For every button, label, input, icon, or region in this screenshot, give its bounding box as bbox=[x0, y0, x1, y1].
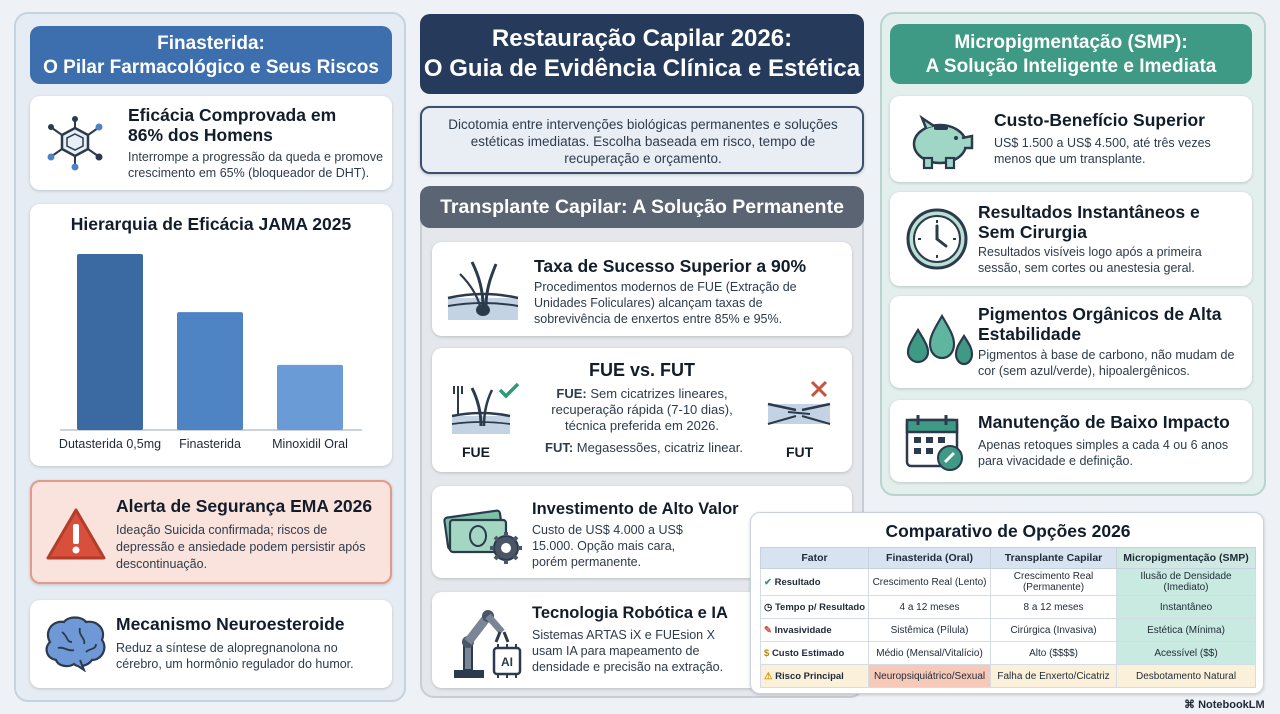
row-factor-label: Invasividade bbox=[774, 624, 832, 636]
table-row bbox=[761, 642, 1256, 665]
calendar-icon bbox=[904, 412, 966, 472]
robot-arm-icon bbox=[444, 602, 524, 682]
table-cell: 8 a 12 meses bbox=[991, 596, 1117, 619]
mechanism-card bbox=[30, 600, 392, 688]
cost-benefit-title: Custo-Benefício Superior bbox=[994, 110, 1205, 130]
maintenance-card bbox=[890, 400, 1252, 482]
comparison-table bbox=[760, 547, 1256, 688]
table-row bbox=[761, 665, 1256, 688]
col-header-factor: Fator bbox=[761, 548, 869, 569]
table-cell: Desbotamento Natural bbox=[1117, 665, 1256, 688]
table-row bbox=[761, 596, 1256, 619]
investment-title: Investimento de Alto Valor bbox=[532, 500, 739, 518]
table-row bbox=[761, 569, 1256, 596]
efficacy-chart-card bbox=[30, 204, 392, 466]
notebooklm-logo-icon: ⌘ bbox=[1184, 699, 1195, 711]
fue-label: FUE: bbox=[556, 386, 587, 401]
fue-follicle-check-icon bbox=[444, 380, 524, 436]
safety-alert-card bbox=[30, 480, 392, 584]
success-rate-text: Procedimentos modernos de FUE (Extração de Unidades Foliculares) alcançam taxas de sobrevivência de enxertos entre 85% e 95%. bbox=[534, 280, 797, 326]
col-header-transplant: Transplante Capilar bbox=[991, 548, 1117, 569]
syringe-icon: ✎ bbox=[764, 624, 772, 636]
money-bag-icon: $ bbox=[764, 647, 770, 659]
row-factor-risk bbox=[761, 665, 869, 688]
ink-drops-icon bbox=[902, 312, 978, 372]
robotics-text: Sistemas ARTAS iX e FUEsion X usam IA para mapeamento de densidade e precisão na extração. bbox=[532, 628, 724, 674]
fut-text: Megasessões, cicatriz linear. bbox=[576, 440, 743, 455]
fut-description bbox=[536, 440, 752, 455]
fut-scar-cross-icon bbox=[764, 378, 840, 434]
row-factor-result bbox=[761, 569, 869, 596]
col-header-smp: Micropigmentação (SMP) bbox=[1117, 548, 1256, 569]
page-title-line2: O Guia de Evidência Clínica e Estética bbox=[423, 55, 861, 82]
chart-category-label: Minoxidil Oral bbox=[272, 437, 348, 451]
piggy-bank-icon bbox=[906, 110, 978, 170]
maintenance-title: Manutenção de Baixo Impacto bbox=[978, 412, 1230, 432]
finasteride-header-line2: O Pilar Farmacológico e Seus Riscos bbox=[43, 57, 379, 78]
fue-caption: FUE bbox=[462, 444, 490, 460]
warning-icon: ⚠ bbox=[764, 670, 773, 682]
hair-follicle-icon bbox=[446, 258, 520, 324]
fue-vs-fut-card bbox=[432, 348, 852, 472]
row-factor-label: Tempo p/ Resultado bbox=[774, 601, 866, 613]
chart-title: Hierarquia de Eficácia JAMA 2025 bbox=[70, 214, 352, 234]
mechanism-title: Mecanismo Neuroesteroide bbox=[116, 614, 345, 634]
table-cell: Alto ($$$$) bbox=[991, 642, 1117, 665]
table-cell: Instantâneo bbox=[1117, 596, 1256, 619]
efficacy-text: Interrompe a progressão da queda e promove crescimento em 65% (bloqueador de DHT). bbox=[128, 150, 384, 180]
finasteride-header-line1: Finasterida: bbox=[157, 33, 265, 54]
page-title-line1: Restauração Capilar 2026: bbox=[491, 25, 793, 52]
table-row bbox=[761, 619, 1256, 642]
notebooklm-brand-text: NotebookLM bbox=[1198, 699, 1265, 711]
fue-text: Sem cicatrizes lineares, recuperação rápida (7-10 dias), técnica preferida em 2026. bbox=[551, 386, 733, 433]
row-factor-label: Risco Principal bbox=[775, 670, 844, 682]
transplant-header: Transplante Capilar: A Solução Permanente bbox=[420, 186, 864, 228]
chart-category-label: Finasterida bbox=[179, 437, 241, 451]
table-cell: Crescimento Real (Permanente) bbox=[991, 569, 1117, 596]
pigments-text: Pigmentos à base de carbono, não mudam de cor (sem azul/verde), hipoalergênicos. bbox=[978, 348, 1235, 378]
table-cell: Médio (Mensal/Vitalício) bbox=[869, 642, 991, 665]
table-cell: Neuropsiquiátrico/Sexual bbox=[869, 665, 991, 688]
robot-ai-label: AI bbox=[501, 655, 513, 669]
row-factor-label: Custo Estimado bbox=[771, 647, 845, 659]
comparison-title: Comparativo de Opções 2026 bbox=[885, 521, 1131, 541]
maintenance-text: Apenas retoques simples a cada 4 ou 6 anos para vivacidade e definição. bbox=[978, 438, 1229, 468]
chart-bar bbox=[177, 312, 243, 430]
intro-box bbox=[420, 106, 864, 174]
comparison-header-row bbox=[761, 548, 1256, 569]
efficacy-card bbox=[30, 96, 392, 190]
finasteride-header bbox=[30, 26, 392, 84]
comparison-card bbox=[750, 512, 1264, 694]
pigments-card bbox=[890, 296, 1252, 388]
instant-results-text: Resultados visíveis logo após a primeira sessão, sem cortes ou anestesia geral. bbox=[978, 245, 1202, 275]
instant-results-title: Resultados Instantâneos e Sem Cirurgia bbox=[978, 202, 1200, 242]
intro-text: Dicotomia entre intervenções biológicas permanentes e soluções estéticas imediatas. Escolha baseada em risco, tempo de recuperação e orçamento. bbox=[448, 117, 838, 166]
robotics-title: Tecnologia Robótica e IA bbox=[532, 604, 728, 622]
page-title bbox=[420, 14, 864, 94]
table-cell: Falha de Enxerto/Cicatriz bbox=[991, 665, 1117, 688]
fut-caption: FUT bbox=[786, 444, 814, 460]
table-cell: Crescimento Real (Lento) bbox=[869, 569, 991, 596]
table-cell: Sistêmica (Pílula) bbox=[869, 619, 991, 642]
row-factor-label: Resultado bbox=[774, 576, 821, 588]
success-rate-card bbox=[432, 242, 852, 336]
fut-label: FUT: bbox=[545, 440, 574, 455]
col-header-finasteride: Finasterida (Oral) bbox=[869, 548, 991, 569]
chart-bar bbox=[277, 365, 343, 430]
clock-icon: ◷ bbox=[764, 601, 773, 613]
table-cell: Ilusão de Densidade (Imediato) bbox=[1117, 569, 1256, 596]
efficacy-title: Eficácia Comprovada em 86% dos Homens bbox=[128, 105, 337, 145]
row-factor-time bbox=[761, 596, 869, 619]
molecule-icon bbox=[42, 116, 108, 172]
table-cell: 4 a 12 meses bbox=[869, 596, 991, 619]
row-factor-invasiveness bbox=[761, 619, 869, 642]
table-cell: Cirúrgica (Invasiva) bbox=[991, 619, 1117, 642]
safety-alert-title: Alerta de Segurança EMA 2026 bbox=[116, 496, 373, 516]
check-icon: ✔ bbox=[764, 576, 772, 588]
table-cell: Acessível ($$) bbox=[1117, 642, 1256, 665]
pigments-title: Pigmentos Orgânicos de Alta Estabilidade bbox=[978, 304, 1222, 344]
investment-text: Custo de US$ 4.000 a US$ 15.000. Opção mais cara, porém permanente. bbox=[532, 523, 683, 569]
cost-benefit-card bbox=[890, 96, 1252, 182]
chart-category-label: Dutasterida 0,5mg bbox=[58, 437, 162, 451]
row-factor-cost bbox=[761, 642, 869, 665]
success-rate-title: Taxa de Sucesso Superior a 90% bbox=[534, 256, 807, 276]
brain-icon bbox=[40, 614, 110, 672]
clock-icon bbox=[904, 206, 970, 272]
table-cell: Estética (Mínima) bbox=[1117, 619, 1256, 642]
smp-header-line2: A Solução Inteligente e Imediata bbox=[925, 56, 1217, 77]
smp-header bbox=[890, 24, 1252, 84]
instant-results-card bbox=[890, 192, 1252, 286]
mechanism-text: Reduz a síntese de alopregnanolona no cérebro, um hormônio regulador do humor. bbox=[116, 641, 354, 671]
notebooklm-brand bbox=[1184, 698, 1265, 711]
cost-benefit-text: US$ 1.500 a US$ 4.500, até três vezes menos que um transplante. bbox=[994, 136, 1211, 166]
money-gear-icon bbox=[442, 502, 526, 564]
efficacy-bar-chart bbox=[30, 248, 392, 458]
fue-vs-fut-title: FUE vs. FUT bbox=[588, 360, 695, 380]
chart-bar bbox=[77, 254, 143, 430]
smp-header-line1: Micropigmentação (SMP): bbox=[954, 32, 1188, 53]
warning-icon bbox=[44, 506, 108, 562]
fue-description bbox=[536, 386, 748, 434]
safety-alert-text: Ideação Suicida confirmada; riscos de depressão e ansiedade podem persistir após descontinuação. bbox=[116, 523, 366, 571]
